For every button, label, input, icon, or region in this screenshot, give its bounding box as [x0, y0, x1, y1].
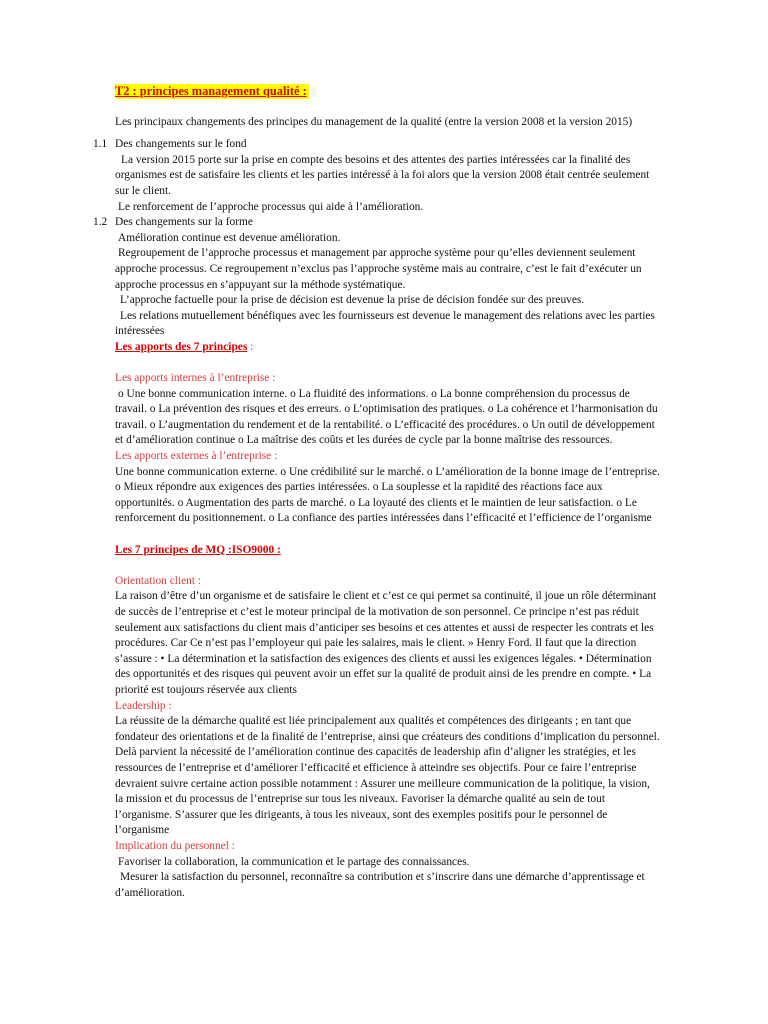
apports-externes-heading: Les apports externes à l’entreprise : — [115, 450, 278, 463]
section-2-paragraph-3: L’approche factuelle pour la prise de décision est devenue la prise de décision fondée sur des preuves. — [120, 294, 585, 307]
section-1 — [93, 137, 660, 215]
section-2-heading-text: Des changements sur la forme — [115, 216, 253, 229]
orientation-client-heading: Orientation client : — [115, 574, 202, 587]
apports-internes-heading: Les apports internes à l’entreprise : — [115, 372, 276, 385]
title-line — [115, 84, 660, 101]
section-1-paragraph-2 — [115, 200, 660, 216]
section-1-heading-line — [93, 137, 660, 153]
orientation-client-text: La raison d’être d’un organisme et de satisfaire le client et c’est ce qui permet sa continuité, il joue un rôle déterminant de succès de l’entreprise et c’est le moteur principal de la motivation de son personnel. Ce principe n’est pas réduit seulement aux satisfactions du client mais d’anticiper ses besoins et ces attentes et aussi de respecter les contrats et les procédures. Car Ce n’est pas l’employeur qui paie les salaires, mais le client. » Henry Ford. Il faut que la direction s’assure : • La détermination et la satisfaction des exigences des clients et aussi les exigences légales. • Détermination des opportunités et des risques qui peuvent avoir un effet sur la qualité de produit ainsi de les prendre en compte. • La priorité est toujours réservée aux clients — [115, 590, 657, 696]
section-2-num-text: 1.2 — [93, 216, 108, 229]
section-2-heading-line — [93, 215, 660, 231]
apports-internes-text: o Une bonne communication interne. o La fluidité des informations. o La bonne compréhension du processus de travail. o La prévention des risques et des erreurs. o L’optimisation des pratiques. o La cohérence et l’harmonisation du travail. o L’augmentation du rendement et de la rentabilité. o L’efficacité des procédures. o Un outil de développement et d’amélioration continue o La maîtrise des coûts et les durées de cycle par la bonne maîtrise des ressources. — [115, 387, 658, 447]
section-2-paragraph-4: Les relations mutuellement bénéfiques avec les fournisseurs est devenue le management des relations avec les parties intéressées — [115, 309, 655, 338]
leadership-text: La réussite de la démarche qualité est liée principalement aux qualités et compétences des dirigeants ; en tant que fondateur des orientations et de la finalité de l’entreprise, ainsi que créateurs des conditions d’implication du personnel. Delà parvient la nécessité de l’amélioration continue des capacités de leadership afin d’aligner les stratégies, et les ressources de l’entreprise et d’améliorer l’efficacité et efficience à atteindre ses objectifs. Pour ce faire l’entreprise devraient suivre certaine action possible notamment : Assurer une meilleure communication de la politique, la vision, la mission et du processus de l’entreprise sur tous les niveaux. Favoriser la démarche qualité au sein de tout l’organisme. S’assurer que les dirigeants, à tous les niveaux, sont des exemples positifs pour le personnel de l’organisme — [115, 715, 660, 837]
section-2-paragraph-2: Regroupement de l’approche processus et management par approche système pour qu’elles deviennent seulement approche processus. Ce regroupement n’exclus pas l’approche système mais au contraire, c’est le fait d’exécuter un approche processus en s’appuyant sur la méthode systématique. — [115, 247, 642, 291]
document-title: T2 : principes management qualité : — [115, 84, 307, 98]
apports-heading-line — [115, 340, 660, 356]
apports-heading: Les apports des 7 principes — [115, 340, 248, 353]
section-2 — [93, 215, 660, 340]
section-1-paragraph-1 — [115, 153, 660, 200]
leadership-heading: Leadership : — [115, 699, 172, 712]
implication-paragraph-1: Favoriser la collaboration, la communication et le partage des connaissances. — [118, 855, 470, 868]
section-2-paragraph-1: Amélioration continue est devenue amélioration. — [118, 231, 341, 244]
section-1-paragraph-2-text: Le renforcement de l’approche processus qui aide à l’amélioration. — [118, 200, 424, 213]
section-1-num-text: 1.1 — [93, 138, 108, 151]
spacer — [115, 558, 660, 574]
spacer — [115, 527, 660, 543]
section-1-paragraph-1-text: La version 2015 porte sur la prise en compte des besoins et des attentes des parties intéressées car la finalité des organismes est de satisfaire les clients et les parties intéressé à la foi alors que la version 2008 était centrée seulement sur le client. — [115, 153, 650, 197]
principes-heading: Les 7 principes de MQ :ISO9000 : — [115, 543, 281, 556]
implication-heading: Implication du personnel : — [115, 839, 235, 852]
section-1-heading-text: Des changements sur le fond — [115, 138, 247, 151]
apports-externes-text: Une bonne communication externe. o Une crédibilité sur le marché. o L’amélioration de la bonne image de l’entreprise. o Mieux répondre aux exigences des parties intéressées. o La souplesse et la rapidité des réactions face aux opportunités. o Augmentation des parts de marché. o La loyauté des clients et le maintien de leur satisfaction. o Le renforcement du positionnement. o La confiance des parties intéressées dans l’efficacité et l’efficience de l’organisme — [115, 465, 660, 525]
spacer — [115, 356, 660, 372]
document-body — [93, 84, 660, 901]
apports-heading-suffix: : — [247, 340, 254, 353]
intro-paragraph: Les principaux changements des principes du management de la qualité (entre la version 2008 et la version 2015) — [115, 115, 633, 128]
implication-paragraph-2: Mesurer la satisfaction du personnel, reconnaître sa contribution et s’inscrire dans une démarche d’apprentissage et d’amélioration. — [115, 871, 645, 899]
